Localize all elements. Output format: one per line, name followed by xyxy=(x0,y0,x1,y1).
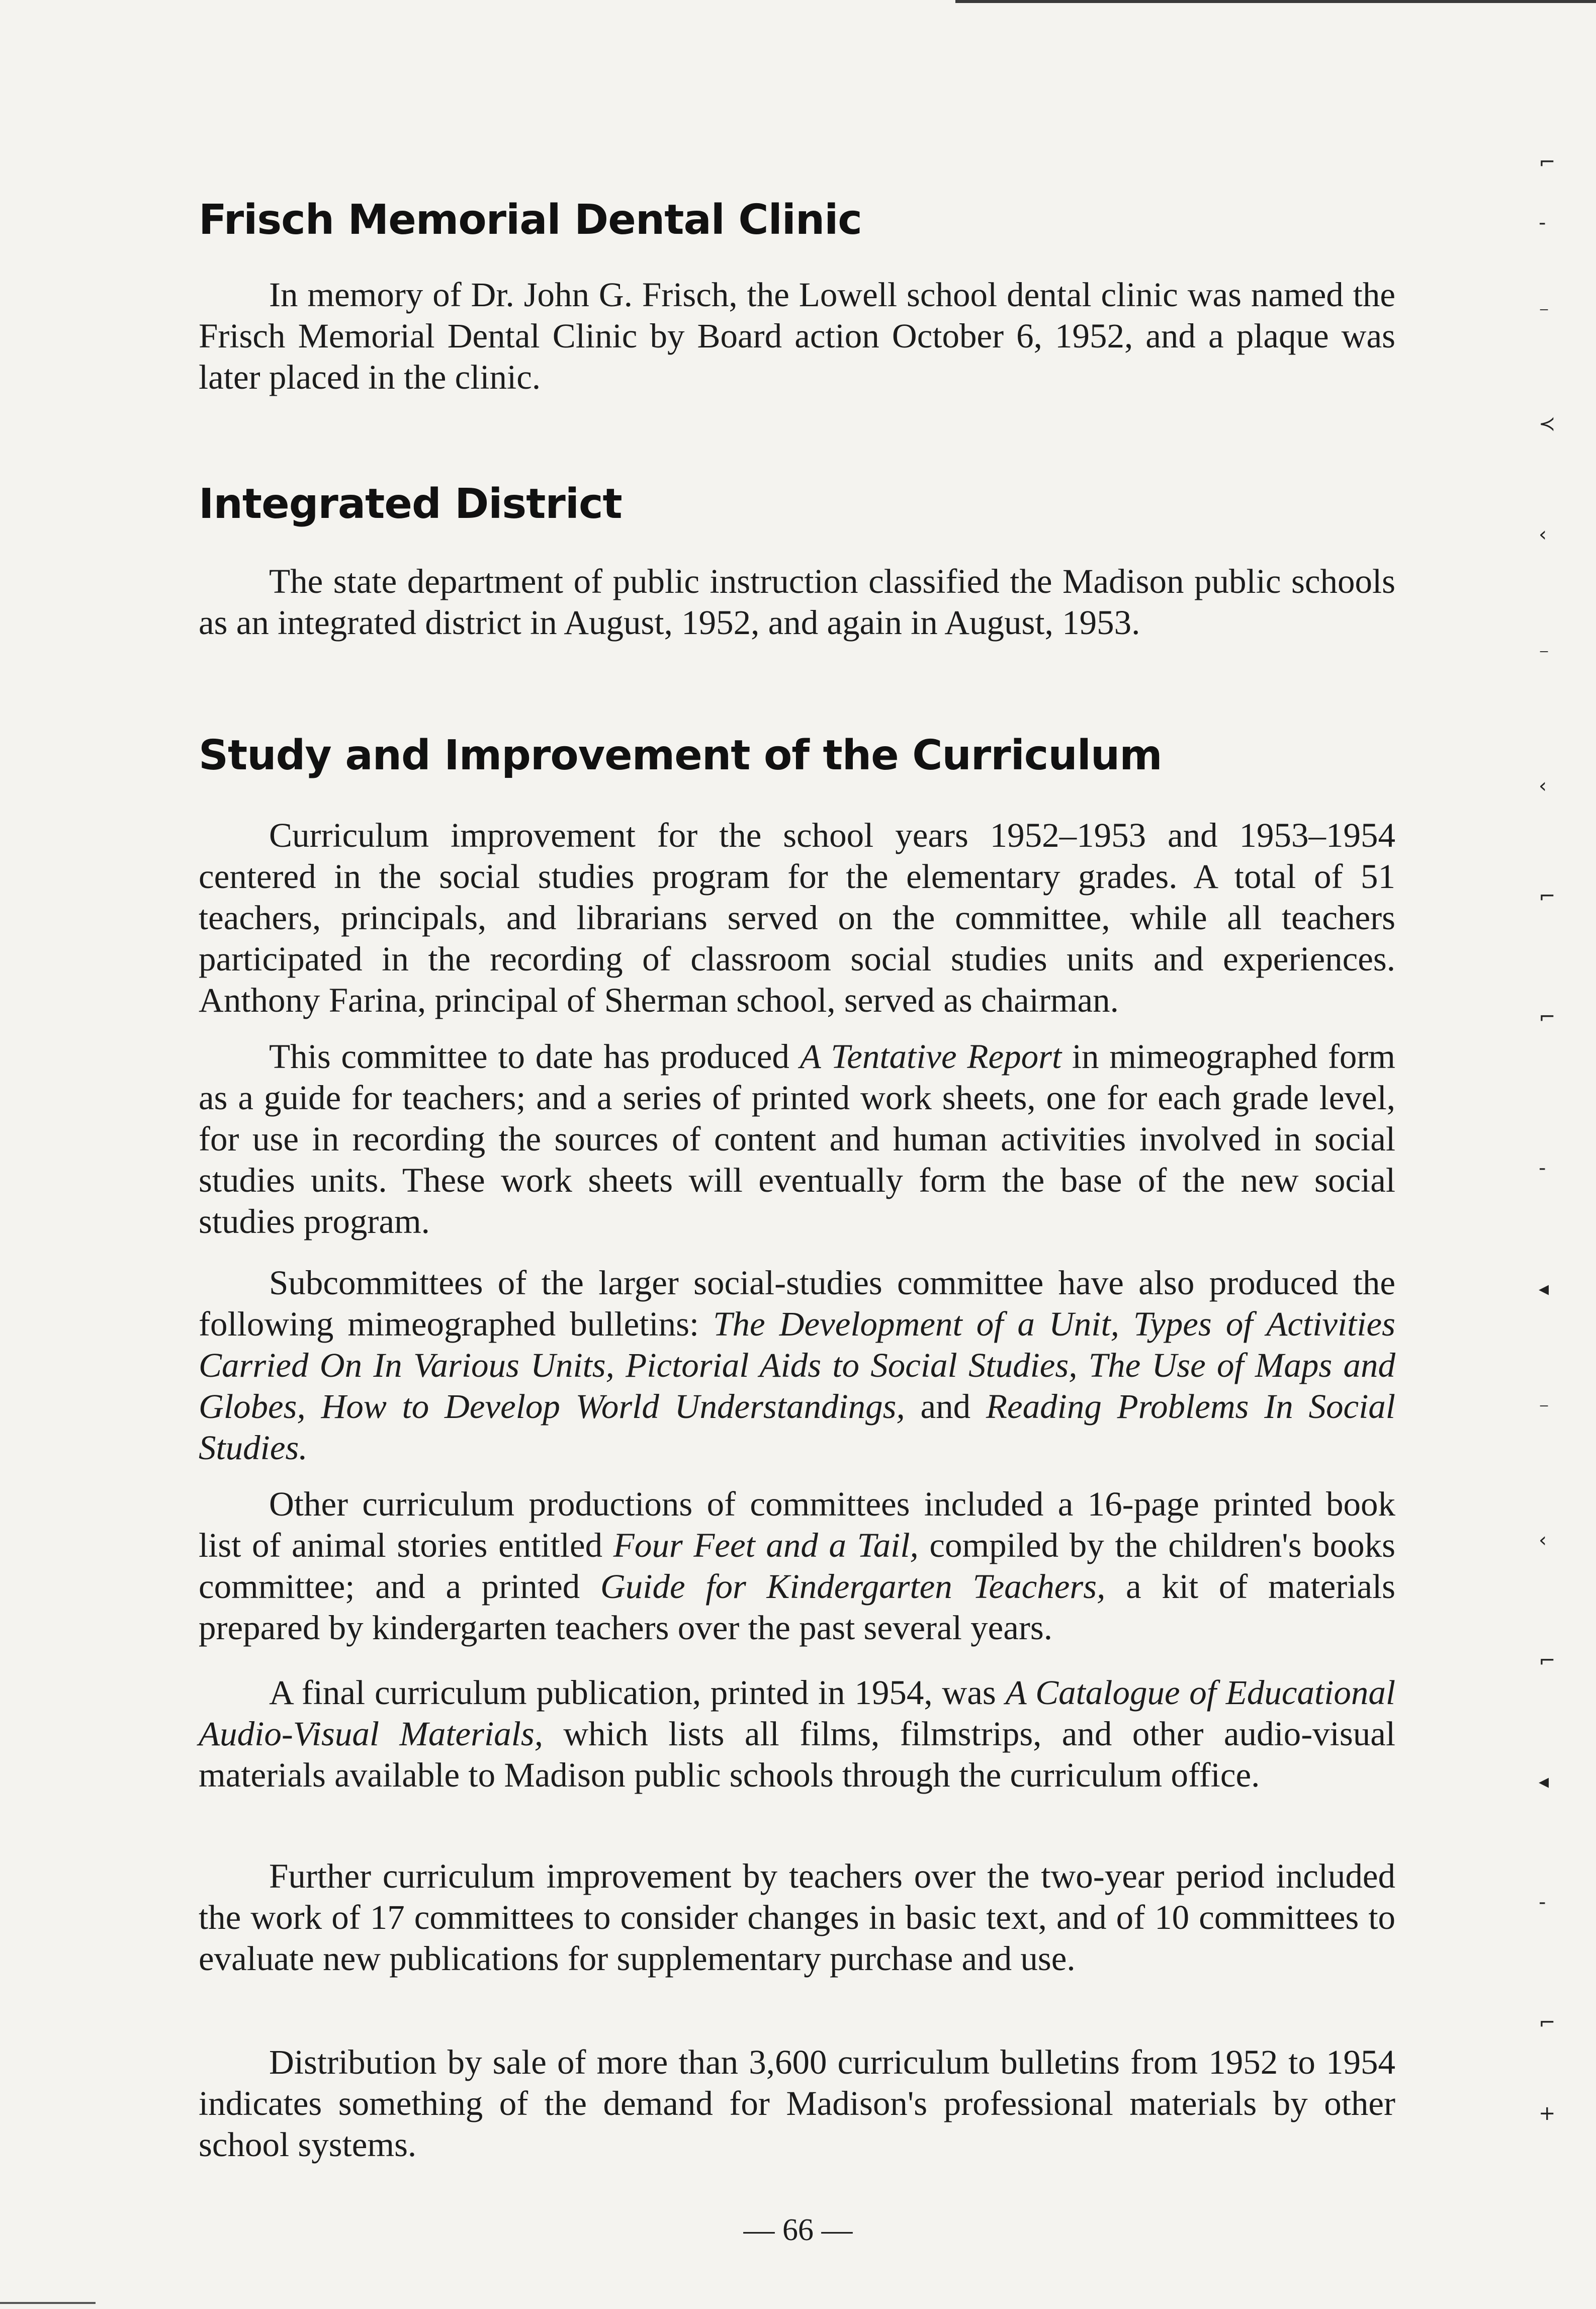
paragraph-final-publication xyxy=(199,1672,1395,1796)
text-run: This committee to date has produced xyxy=(269,1037,800,1076)
paragraph-curriculum-intro: Curriculum improvement for the school years 1952–1953 and 1953–1954 centered in the social studies program for the elementary grades. A total of 51 teachers, principals, and librarians served on the committee, while all teachers participated in the recording of classroom social studies units and experiences. Anthony Farina, principal of Sherman school, served as chairman. xyxy=(199,816,1395,1019)
text-run: Other curriculum productions of committees included a 16-page printed book list of animal stories entitled xyxy=(199,1485,1395,1564)
paragraph-frisch-clinic: In memory of Dr. John G. Frisch, the Lowell school dental clinic was named the Frisch Memorial Dental Clinic by Board action October 6, 1952, and a plaque was later placed in the clinic. xyxy=(199,276,1395,396)
text-run: in mimeographed form as a guide for teachers; and a series of printed work sheets, one for each grade level, for use in recording the sources of content and human activities involved in social studies units. These work sheets will eventually form the base of the new social studies program. xyxy=(199,1037,1395,1240)
page-number: — 66 — xyxy=(743,2213,853,2247)
text-run: Subcommittees of the larger social-studies committee have also produced the following mimeographed bulletins: xyxy=(199,1264,1395,1343)
italic-title: The Development of a Unit, Types of Activities Carried On In Various Units, Pictorial Aids to Social Studies, The Use of Maps and Globes, How to Develop World Understandings, xyxy=(199,1305,1396,1426)
italic-title: A Tentative Report xyxy=(800,1037,1062,1076)
paragraph-subcommittee-bulletins xyxy=(199,1262,1395,1468)
italic-title: Reading Problems In Social Studies. xyxy=(199,1387,1395,1467)
paragraph-further-improvement: Further curriculum improvement by teachers over the two-year period included the work of 17 committees to consider changes in basic text, and of 10 committees to evaluate new publications for supplementary purchase and use. xyxy=(199,1857,1395,1978)
italic-title: A Catalogue of Educational Audio-Visual Materials, xyxy=(199,1673,1395,1753)
text-run: a kit of materials prepared by kindergarten teachers over the past several years. xyxy=(199,1567,1396,1647)
binding-edge-marks: ⌐ - ⁻ ≺ ‹ ⁻ ‹ ⌐ ⌐ - ◂ ⁻ ‹ ⌐ ◂ - ⌐ + xyxy=(1539,151,1556,2125)
paragraph-distribution: Distribution by sale of more than 3,600 curriculum bulletins from 1952 to 1954 indicates something of the demand for Madison's professional materials by other school systems. xyxy=(199,2043,1395,2164)
paragraph-integrated-district: The state department of public instruction classified the Madison public schools as an integrated district in August, 1952, and again in August, 1953. xyxy=(199,562,1395,642)
section-heading-curriculum: Study and Improvement of the Curriculum xyxy=(199,732,1162,779)
paragraph-tentative-report xyxy=(199,1036,1395,1242)
text-run: which lists all films, filmstrips, and other audio-visual materials available to Madison public schools through the curriculum office. xyxy=(199,1715,1395,1794)
italic-title: Guide for Kindergarten Teachers, xyxy=(600,1567,1106,1606)
paragraph-other-productions xyxy=(199,1483,1395,1648)
bottom-edge-rule xyxy=(0,2302,96,2304)
text-run: and xyxy=(905,1387,986,1426)
italic-title: Four Feet and a Tail, xyxy=(613,1526,919,1564)
section-heading-integrated-district: Integrated District xyxy=(199,480,622,528)
text-run: compiled by the children's books committee; and a printed xyxy=(199,1526,1396,1606)
text-run: A final curriculum publication, printed in 1954, was xyxy=(269,1673,1006,1712)
section-heading-frisch-clinic: Frisch Memorial Dental Clinic xyxy=(199,196,862,244)
top-edge-rule xyxy=(955,0,1596,3)
